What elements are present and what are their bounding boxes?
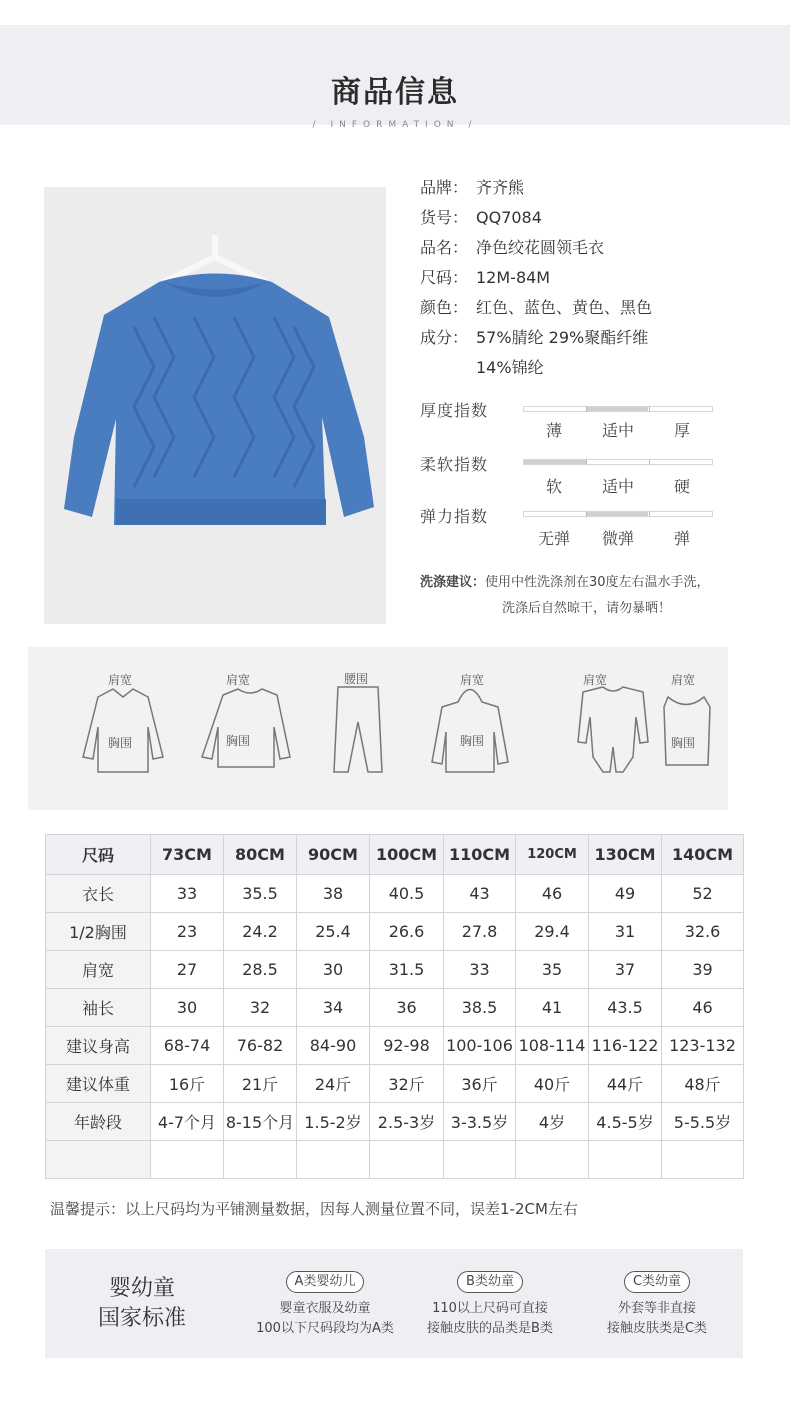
section-title: 商品信息: [331, 75, 459, 110]
class-c-badge: C类幼童: [624, 1271, 690, 1293]
scale-selected-segment: [524, 460, 586, 464]
standard-class-b: B类幼童 110以上尺码可直接 接触皮肤的品类是B类: [405, 1271, 575, 1339]
class-a-badge: A类婴幼儿: [286, 1271, 365, 1293]
section-header: [0, 25, 790, 130]
table-row: 袖长 30 32 34 36 38.5 41 43.5 46: [46, 989, 744, 1027]
table-row: 衣长 33 35.5 38 40.5 43 46 49 52: [46, 875, 744, 913]
standard-class-c: C类幼童 外套等非直接 接触皮肤类是C类: [572, 1271, 742, 1339]
wash-advice: 洗涤建议：使用中性洗涤剂在30度左右温水手洗， 洗涤后自然晾干，请勿暴晒！: [420, 575, 710, 616]
info-size: 尺码： 12M-84M: [420, 268, 551, 287]
table-row: 1/2胸围 23 24.2 25.4 26.6 27.8 29.4 31 32.6: [46, 913, 744, 951]
scale-title-thickness: 厚度指数: [420, 401, 489, 420]
scale-bar-elasticity: [523, 511, 713, 517]
size-note: 温馨提示：以上尺码均为平铺测量数据，因每人测量位置不同，误差1-2CM左右: [50, 1200, 578, 1218]
size-table: [45, 834, 744, 1179]
product-photo: [44, 187, 386, 624]
info-brand: 品牌： 齐齐熊: [420, 178, 525, 197]
standard-title: 婴幼童 国家标准: [97, 1276, 186, 1331]
table-empty-row: [46, 1141, 744, 1179]
scale-selected-segment: [586, 512, 648, 516]
scale-bar-thickness: [523, 406, 713, 412]
scale-title-softness: 柔软指数: [420, 455, 489, 474]
scale-title-elasticity: 弹力指数: [420, 507, 489, 526]
label-shoulder: 肩宽: [226, 673, 251, 687]
table-row: 肩宽 27 28.5 30 31.5 33 35 37 39: [46, 951, 744, 989]
scale-bar-softness: [523, 459, 713, 465]
label-chest: 胸围: [460, 734, 485, 748]
table-header-row: 尺码 73CM 80CM 90CM 100CM 110CM 120CM 130CM 140CM: [46, 835, 744, 875]
label-chest: 胸围: [108, 736, 133, 750]
scale-selected-segment: [586, 407, 648, 411]
label-shoulder: 肩宽: [671, 673, 696, 687]
info-product-name: 品名： 净色绞花圆领毛衣: [420, 238, 605, 257]
info-color: 颜色： 红色、蓝色、黄色、黑色: [420, 298, 653, 317]
table-row: 年龄段 4-7个月 8-15个月 1.5-2岁 2.5-3岁 3-3.5岁 4岁 4.5-5岁 5-5.5岁: [46, 1103, 744, 1141]
label-shoulder: 肩宽: [583, 673, 608, 687]
table-row: 建议身高 68-74 76-82 84-90 92-98 100-106 108-114 116-122 123-132: [46, 1027, 744, 1065]
info-sku: 货号： QQ7084: [420, 208, 542, 227]
label-chest: 胸围: [226, 734, 251, 748]
label-waist: 腰围: [344, 672, 369, 686]
label-shoulder: 肩宽: [460, 673, 485, 687]
section-subtitle: / INFORMATION /: [312, 120, 478, 130]
class-b-badge: B类幼童: [457, 1271, 523, 1293]
standard-class-a: A类婴幼儿 婴童衣服及幼童 100以下尺码段均为A类: [240, 1271, 410, 1339]
label-chest: 胸围: [671, 736, 696, 750]
info-material: 成分： 57%腈纶 29%聚酯纤维: [420, 328, 649, 347]
garment-measure-diagrams: [28, 647, 728, 810]
label-shoulder: 肩宽: [108, 673, 133, 687]
info-material-2: 14%锦纶: [476, 358, 544, 377]
table-row: 建议体重 16斤 21斤 24斤 32斤 36斤 40斤 44斤 48斤: [46, 1065, 744, 1103]
national-standard-band: [45, 1249, 743, 1358]
